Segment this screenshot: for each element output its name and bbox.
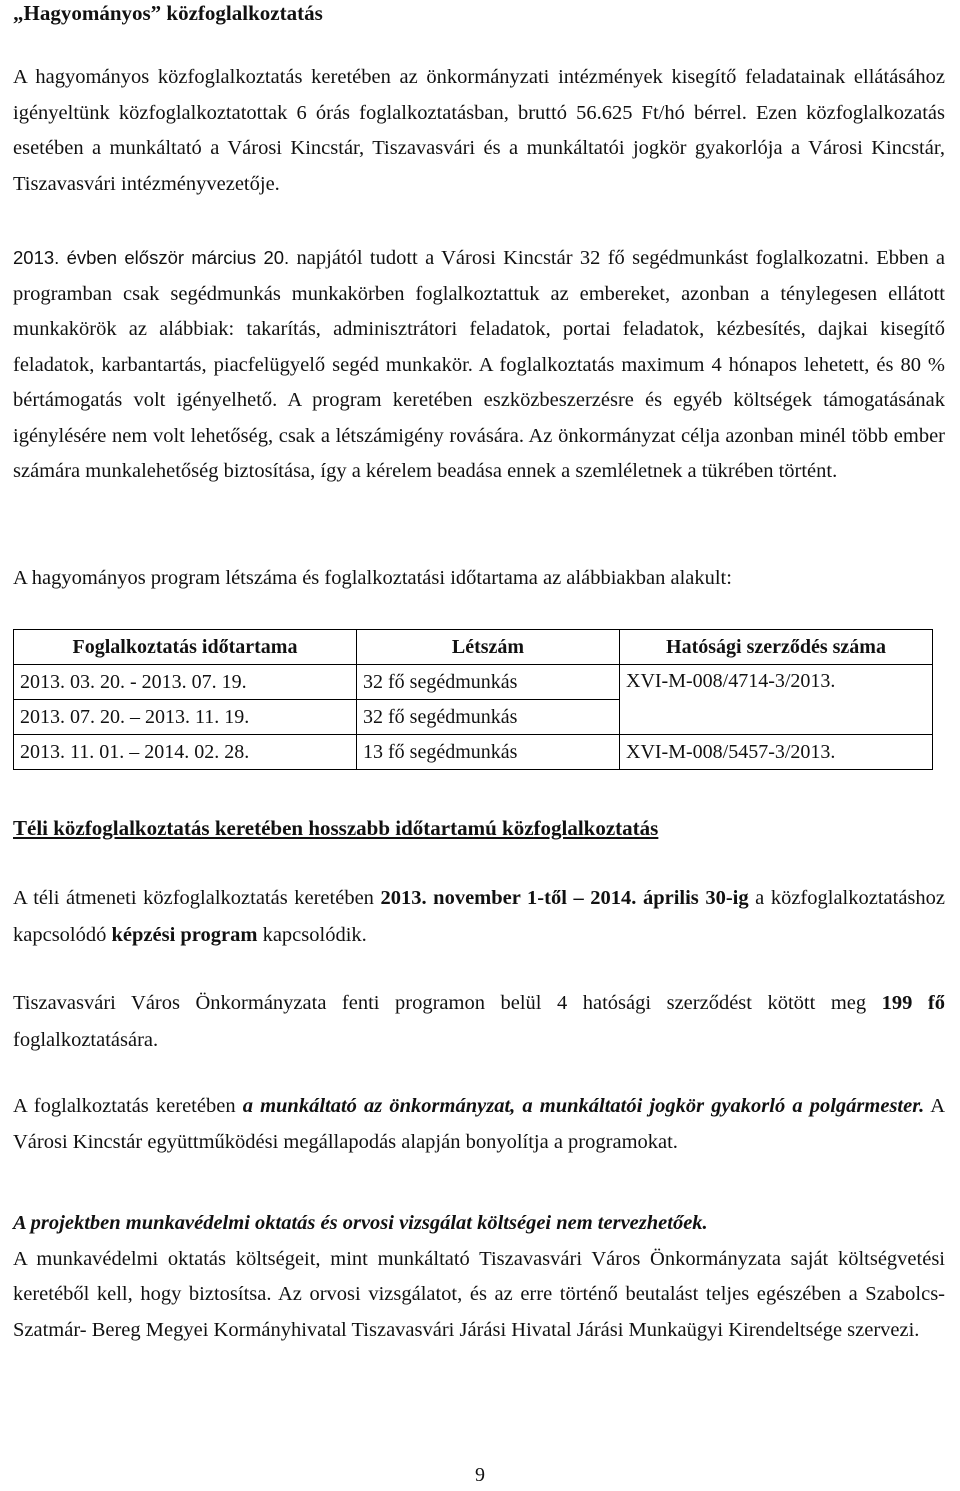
- paragraph-safety: [13, 1206, 945, 1348]
- cell-period: 2013. 03. 20. - 2013. 07. 19.: [14, 665, 357, 700]
- header-contract: Hatósági szerződés száma: [620, 630, 933, 665]
- table-row: [14, 735, 933, 770]
- cell-headcount: 13 fő segédmunkás: [357, 735, 620, 770]
- header-headcount: Létszám: [357, 630, 620, 665]
- safety-title: A projektben munkavédelmi oktatás és orvosi vizsgálat költségei nem tervezhetőek.: [13, 1212, 708, 1234]
- cell-headcount: 32 fő segédmunkás: [357, 700, 620, 735]
- contracts-text-a: Tiszavasvári Város Önkormányzata fenti programon belül 4 hatósági szerződést kötött meg: [13, 992, 882, 1014]
- winter-period: 2013. november 1-től – 2014. április 30-ig: [380, 887, 749, 909]
- employment-table: [13, 629, 933, 770]
- headcount-199: 199 fő: [881, 992, 946, 1014]
- section-title-winter: Téli közfoglalkoztatás keretében hosszabb időtartamú közfoglalkoztatás: [13, 816, 659, 840]
- paragraph-winter-program: [13, 880, 945, 954]
- start-date-text: 2013. évben először március 20.: [13, 247, 290, 268]
- contracts-text-c: foglalkoztatására.: [13, 1029, 159, 1051]
- page-number: 9: [475, 1464, 485, 1486]
- section-title-traditional: „Hagyományos” közfoglalkoztatás: [13, 1, 323, 25]
- cell-period: 2013. 11. 01. – 2014. 02. 28.: [14, 735, 357, 770]
- winter-text-c: a közfoglalkoztatáshoz kapcsolódó: [13, 887, 946, 946]
- cell-headcount: 32 fő segédmunkás: [357, 665, 620, 700]
- winter-text-e: kapcsolódik.: [257, 924, 367, 946]
- training-program: képzési program: [111, 924, 258, 946]
- employer-emphasis: a munkáltató az önkormányzat, a munkáltatói jogkör gyakorló a polgármester.: [242, 1095, 925, 1117]
- winter-text-a: A téli átmeneti közfoglalkoztatás keretében: [13, 887, 381, 909]
- paragraph-employer: [13, 1089, 945, 1160]
- paragraph-intro: A hagyományos közfoglalkoztatás keretében az önkormányzati intézmények kisegítő feladatainak ellátásához igényeltünk közfoglalkoztatottak 6 órás foglalkoztatásban, bruttó 56.625 Ft/hó bérrel. Ezen közfoglalkozatás esetében a munkáltató a Városi Kincstár, Tiszavasvári és a munkáltatói jogkör gyakorlója a Városi Kincstár, Tiszavasvári intézményvezetője.: [13, 66, 945, 195]
- paragraph-contracts: [13, 985, 945, 1059]
- cell-contract: XVI-M-008/4714-3/2013.: [620, 665, 933, 735]
- cell-period: 2013. 07. 20. – 2013. 11. 19.: [14, 700, 357, 735]
- header-period: Foglalkoztatás időtartama: [14, 630, 357, 665]
- safety-body: A munkavédelmi oktatás költségeit, mint munkáltató Tiszavasvári Város Önkormányzata saját költségvetési keretéből kell, hogy biztosítsa. Az orvosi vizsgálatot, és az erre történő beutalást teljes egészében a Szabolcs-Szatmár- Bereg Megyei Kormányhivatal Tiszavasvári Járási Hivatal Járási Munkaügyi Kirendeltsége szervezi.: [13, 1247, 945, 1341]
- table-row: [14, 665, 933, 700]
- paragraph-table-intro: A hagyományos program létszáma és foglalkoztatási időtartama az alábbiakban alakult:: [13, 567, 732, 589]
- table-header-row: [14, 630, 933, 665]
- cell-contract: XVI-M-008/5457-3/2013.: [620, 735, 933, 770]
- paragraph-program-details: [13, 240, 945, 490]
- program-details-text: napjától tudott a Városi Kincstár 32 fő segédmunkást foglalkozatni. Ebben a programban csak segédmunkás munkakörben foglalkoztattuk az embereket, azonban a ténylegesen ellátott munkakörök az alábbiak: takarítás, adminisztrátori feladatok, portai feladatok, kézbesítés, dajkai kisegítő feladatok, karbantartás, piacfelügyelő segéd munkakör. A foglalkoztatás maximum 4 hónapos lehetett, és 80 % bértámogatás volt igényelhető. A program keretében eszközbeszerzésre és egyéb költségek támogatásának igénylésére nem volt lehetőség, csak a létszámigény rovására. Az önkormányzat célja azonban minél több ember számára munkalehetőség biztosítása, így a kérelem beadása ennek a szemléletnek a tükrében történt.: [13, 247, 946, 482]
- employer-text-c: A Városi Kincstár együttműködési megállapodás alapján bonyolítja a programokat.: [13, 1095, 946, 1153]
- employer-text-a: A foglalkoztatás keretében: [13, 1095, 243, 1117]
